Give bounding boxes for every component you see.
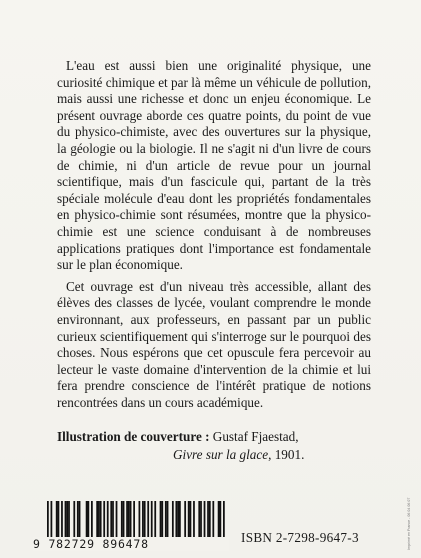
illustration-work-title: Givre sur la glace — [173, 447, 269, 462]
barcode-bar — [209, 501, 211, 537]
barcode-bar — [100, 501, 102, 537]
barcode-bar — [193, 501, 195, 537]
barcode-bar — [190, 501, 192, 537]
barcode-bar — [110, 501, 112, 537]
barcode-bar — [184, 501, 186, 537]
barcode-bar — [200, 501, 202, 537]
barcode-bar — [160, 501, 162, 537]
illustration-year: , 1901. — [268, 447, 305, 462]
barcode-bar — [154, 501, 156, 537]
barcode-bar — [66, 501, 68, 537]
barcode-bar — [198, 501, 200, 537]
barcode-bar — [179, 501, 181, 537]
barcode-bar — [204, 501, 206, 537]
barcode-bar — [207, 501, 209, 537]
illustration-artist: Gustaf Fjaestad, — [212, 429, 299, 444]
barcode-bar — [188, 501, 190, 537]
barcode-bar — [167, 501, 169, 537]
barcode-bars — [33, 501, 229, 541]
barcode-bar — [126, 501, 128, 537]
barcode-bar — [219, 501, 221, 541]
barcode-bar — [133, 501, 135, 537]
barcode-bar — [58, 501, 60, 537]
barcode-bar — [121, 501, 123, 537]
barcode-bar — [107, 501, 109, 537]
illustration-line-1 — [57, 428, 377, 446]
illustration-label: Illustration de couverture : — [57, 429, 210, 444]
barcode-bar — [47, 501, 49, 541]
barcode-bar — [87, 501, 89, 537]
barcode-bar — [86, 501, 88, 537]
barcode-bar — [116, 501, 118, 537]
barcode-bar — [223, 501, 225, 541]
barcode-bar — [172, 501, 174, 537]
barcode-bar — [142, 501, 144, 537]
description-text — [57, 58, 371, 411]
paragraph-1: L'eau est aussi bien une originalité physique, une curiosité chimique et par là même un véhicule de pollution, mais aussi une richesse et donc un enjeu économique. Le présent ouvrage aborde ces quatre points, du point de vue du physico-chimiste, avec des ouvertures sur la physique, la géologie ou la biologie. Il ne s'agit ni d'un livre de cours de chimie, ni d'un article de revue pour un journal scientifique, mais d'un fascicule qui, partant de la très spéciale molécule d'eau dont les propriétés fondamentales en physico-chimie sont résumées, montre que la physico-chimie est une science conduisant à de nombreuses applications pratiques dont l'importance est fondamentale sur le plan économique. — [57, 58, 371, 273]
barcode-bar — [51, 501, 53, 541]
barcode-bar — [161, 501, 163, 537]
barcode-bar — [56, 501, 58, 537]
barcode-bar — [151, 501, 153, 537]
paragraph-2: Cet ouvrage est d'un niveau très accessible, allant des élèves des classes de lycée, voulant comprendre le monde environnant, aux professeurs, en passant par un public curieux scientifiquement qui s'interroge sur le pourquoi des choses. Nous espérons que cet opuscule fera percevoir au lecteur le vaste domaine d'intervention de la chimie et lui fera prendre conscience de l'intérêt pratique de notions rencontrées dans un cours académique. — [57, 278, 371, 410]
barcode-bar — [147, 501, 149, 537]
edge-print-text: Imprimé en France - 06 04 06 07 — [407, 497, 411, 550]
barcode-digits: 9 782729 896478 — [33, 537, 229, 551]
barcode-bar — [144, 501, 146, 537]
barcode-bar — [96, 501, 98, 537]
barcode-bar — [112, 501, 114, 537]
barcode-bar — [123, 501, 125, 537]
barcode-bar — [91, 501, 93, 537]
edge-print — [407, 488, 412, 550]
barcode-bar — [79, 501, 81, 537]
barcode-bar — [130, 501, 132, 537]
cover-illustration-credit — [57, 428, 377, 464]
barcode-bar — [103, 501, 105, 537]
barcode-bar — [177, 501, 179, 537]
barcode-bar — [65, 501, 67, 537]
barcode-bar — [98, 501, 100, 537]
barcode-bar — [165, 501, 167, 537]
barcode-bar — [61, 501, 63, 537]
barcode-bar — [218, 501, 220, 537]
isbn: ISBN 2-7298-9647-3 — [241, 530, 359, 545]
barcode-bar — [73, 501, 75, 537]
barcode-bar — [139, 501, 141, 537]
barcode-bar — [175, 501, 177, 537]
barcode-bar — [212, 501, 214, 537]
barcode — [33, 501, 229, 553]
barcode-bar — [77, 501, 79, 537]
barcode-bar — [68, 501, 70, 537]
illustration-line-2 — [57, 446, 377, 464]
barcode-bar — [128, 501, 130, 537]
